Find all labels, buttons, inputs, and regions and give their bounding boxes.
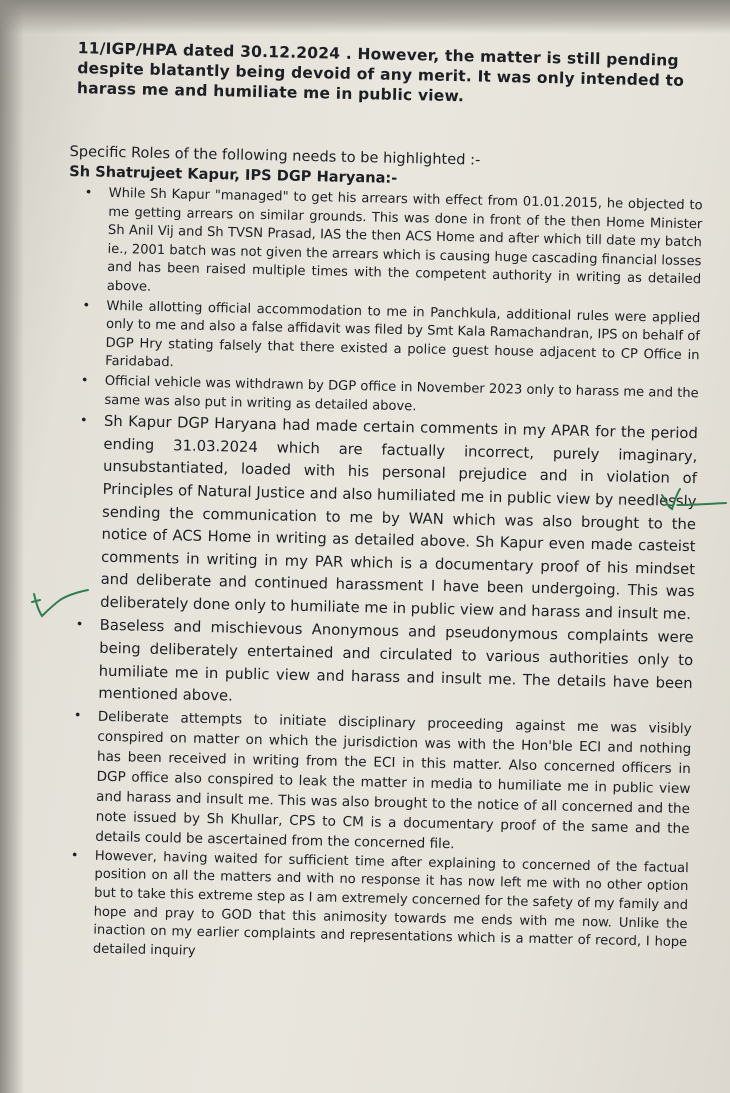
list-item-text: Sh Kapur DGP Haryana had made certain comments in my APAR for the period ending 31.03.2024 which are factually incorrect, purely imaginary, unsubstantiated, loaded with his personal prejudice and in violation of Principles of Natural Justice and also humiliated me in public view by needlessly sending the communication to me by WAN which was also brought to the notice of ACS Home in writing as detailed above. Sh Kapur even made casteist comments in writing in my PAR which is a documentary proof of his mindset and deliberate and continued harassment I have been undergoing. This was deliberately done only to humiliate me in public view and harass and insult me.	[100, 412, 699, 624]
bullet-icon: •	[80, 373, 89, 389]
document-body	[51, 38, 706, 973]
list-item	[56, 614, 694, 718]
list-item	[58, 410, 698, 627]
list-item-text: While allotting official accommodation to me in Panchkula, additional rules were applied only to me and also a false affidavit was filed by Smt Kala Ramachandran, IPS on behalf of DGP Hry stating falsely that there existed a police guest house adjacent to CP Office in Faridabad.	[105, 298, 701, 371]
bullet-icon: •	[82, 297, 91, 314]
allegation-list	[51, 184, 703, 972]
bullet-icon: •	[84, 185, 93, 201]
bullet-icon: •	[75, 617, 84, 633]
bullet-icon: •	[73, 708, 82, 724]
list-item-text: Deliberate attempts to initiate disciplinary proceeding against me was visibly conspired on matter on which the jurisdiction was with the Hon'ble ECI and nothing has been received in writing from the ECI in this matter. Also concerned officers in DGP office also conspired to leak the matter in media to humiliate me in public view and harass and insult me. This was also brought to the notice of all concerned and the note issued by Sh Khullar, CPS to CM is a documentary proof of the same and the details could be ascertained from the concerned file.	[95, 708, 692, 853]
intro-paragraph: 11/IGP/HPA dated 30.12.2024 . However, the matter is still pending despite blatantly being devoid of any merit. It was only intended to harass me and humiliate me in public view.	[76, 39, 685, 106]
list-item	[51, 847, 689, 972]
list-item	[65, 184, 703, 309]
bullet-icon: •	[70, 848, 79, 864]
handwritten-tick-icon	[30, 588, 92, 622]
bullet-icon: •	[79, 413, 88, 429]
top-shadow	[0, 0, 730, 34]
list-item-text: While Sh Kapur "managed" to get his arrears with effect from 01.01.2015, he objected to me getting arrears on similar grounds. This was done in front of the then Home Minister Sh Anil Vij and Sh TVSN Prasad, IAS the then ACS Home and after which till date my batch ie., 2001 batch was not given the arrears which is causing huge cascading financial losses and has been raised multiple times with the competent authority in writing as detailed above.	[106, 185, 703, 295]
list-item	[53, 706, 692, 859]
list-item-text: Baseless and mischievous Anonymous and pseudonymous complaints were being deliberately entertained and circulated to various authorities only to humiliate me in public view and harass and insult me. The details have been mentioned above.	[98, 617, 694, 705]
list-item-text: Official vehicle was withdrawn by DGP office in November 2023 only to harass me and the same was also put in writing as detailed above.	[104, 373, 699, 414]
handwritten-tick-icon	[660, 483, 730, 523]
left-shadow	[0, 0, 24, 1093]
list-item	[63, 297, 700, 385]
officer-heading: Sh Shatrujeet Kapur, IPS DGP Haryana:-	[69, 163, 398, 187]
section-heading: Specific Roles of the following needs to be highlighted :-	[69, 143, 481, 169]
list-item-text: However, having waited for sufficient time after explaining to concerned of the factual position on all the matters and with no response it has now left me with no other option but to take this extreme step as I am extremely concerned for the safety of my family and hope and pray to GOD that this animosity towards me ends with me now. Unlike the inaction on my earlier complaints and representations which is a matter of record, I hope detailed inquiry	[92, 848, 689, 959]
